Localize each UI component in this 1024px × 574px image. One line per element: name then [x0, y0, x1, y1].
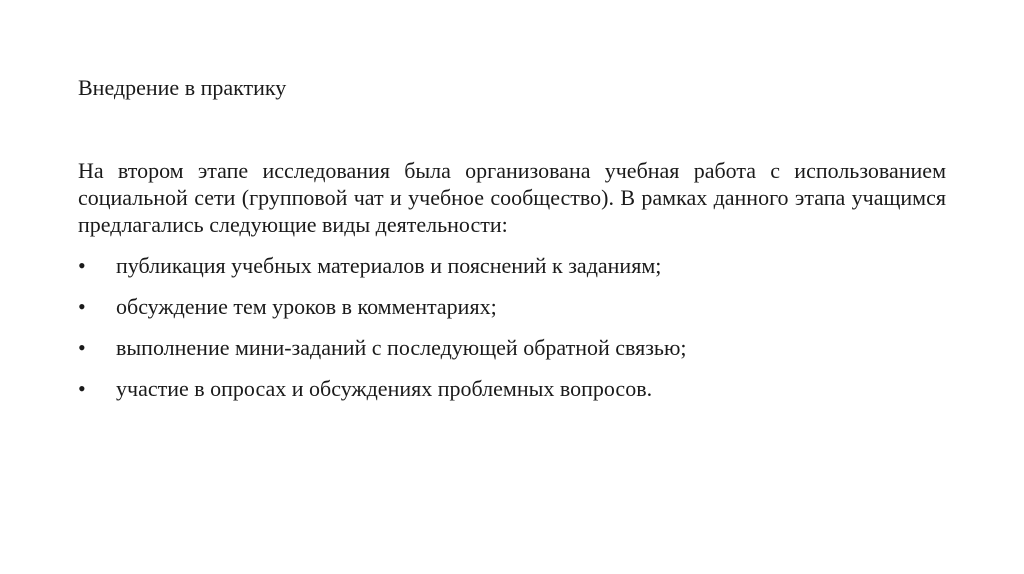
- bullet-icon: •: [78, 253, 86, 278]
- list-item: [78, 252, 946, 279]
- bullet-icon: •: [78, 335, 86, 360]
- bullet-icon: •: [78, 376, 86, 401]
- list-item-text: выполнение мини-заданий с последующей обратной связью;: [116, 335, 687, 360]
- list-item-text: публикация учебных материалов и пояснений к заданиям;: [116, 253, 662, 278]
- list-item-text: обсуждение тем уроков в комментариях;: [116, 294, 497, 319]
- slide-heading: Внедрение в практику: [78, 75, 287, 100]
- bullet-icon: •: [78, 294, 86, 319]
- list-item-text: участие в опросах и обсуждениях проблемных вопросов.: [116, 376, 653, 401]
- activity-list: [78, 252, 946, 416]
- slide-paragraph: На втором этапе исследования была организована учебная работа с использованием социальной сети (групповой чат и учебное сообщество). В рамках данного этапа учащимся предлагались следующие виды деятельности:: [78, 158, 946, 237]
- list-item: [78, 375, 946, 402]
- list-item: [78, 334, 946, 361]
- list-item: [78, 293, 946, 320]
